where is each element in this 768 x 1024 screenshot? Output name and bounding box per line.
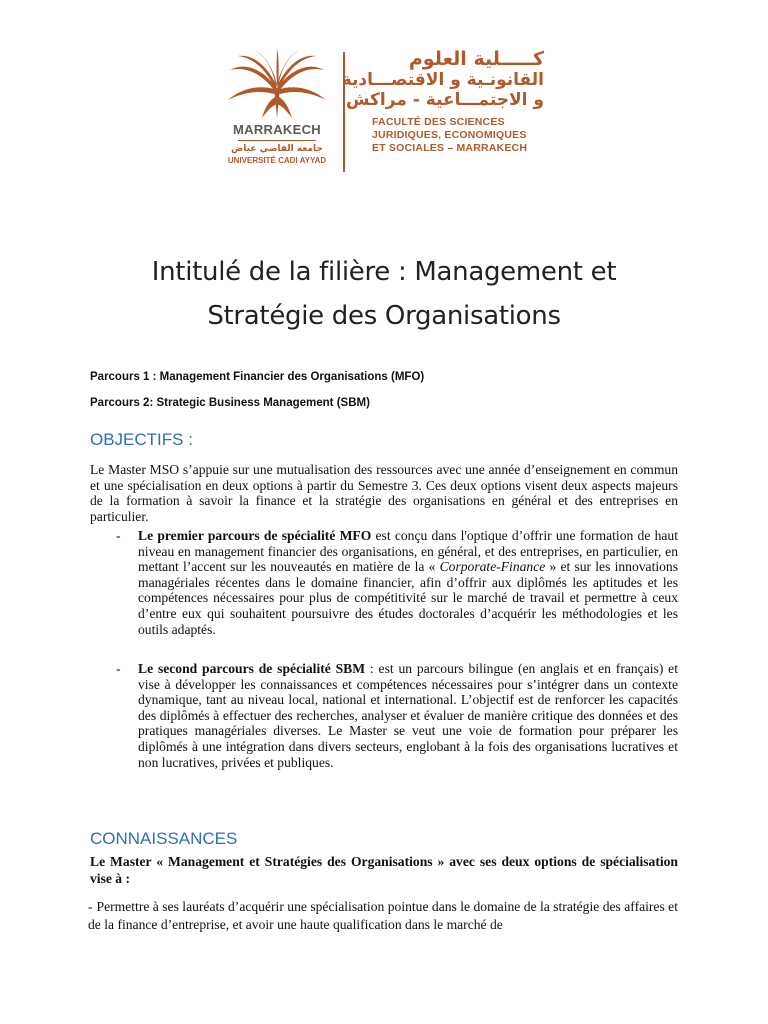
logo-text: [341, 48, 544, 178]
item-dash: -: [88, 899, 93, 914]
bullet-mfo-text-b: » et sur les innovations managériales récentes dans le domaine financier, afin d’offrir aux diplômés les aptitudes et les compétences nécessaires pour plus de compétitivité sur le marché de travail et permettre à ceux d’entre eux qui souhaitent poursuivre des études doctorales d’acquérir les méthodologies et les outils adaptés.: [138, 559, 679, 637]
logo-arabic-line-2: القانونـية و الاقتصـــادية: [341, 70, 544, 90]
title-line-2: Stratégie des Organisations: [207, 301, 561, 331]
bullet-dash: -: [116, 661, 121, 676]
logo-arabic-line-3: و الاجتمـــاعية - مراكش: [346, 90, 544, 110]
objectifs-bullet-sbm: [116, 661, 678, 770]
bullet-sbm-text: : est un parcours bilingue (en anglais et en français) et vise à développer les connaissances et compétences nécessaires pour s’intégrer dans un contexte dynamique, tant au niveau local, national et international. L’objectif est de renforcer les capacités des diplômés à effectuer des recherches, analyser et évaluer de manière critique des données et des pratiques managériales diverses. Le Master se veut une voie de formation pour préparer les diplômés à une intégration dans divers secteurs, englobant à la fois des organisations lucratives et non lucratives, privées et publiques.: [138, 661, 678, 770]
bullet-mfo-italic: Corporate-Finance: [439, 559, 546, 575]
bullet-mfo-text-a: est conçu dans l'optique d’offrir une formation de haut niveau en management financier des organisations, en général, et des entreprises, en particulier, en mettant l’accent sur les nouveautés en matière de la «: [138, 528, 678, 575]
logo-french-line-2: JURIDIQUES, ECONOMIQUES: [372, 129, 527, 141]
bullet-dash: -: [116, 528, 121, 543]
logo-french-line-3: ET SOCIALES – MARRAKECH: [372, 142, 528, 154]
palm-tree-icon: [222, 48, 332, 122]
title-line-1: Intitulé de la filière : Management et: [151, 257, 617, 287]
logo-french-line-1: FACULTÉ DES SCIENCES: [372, 116, 505, 128]
bullet-sbm-bold: Le second parcours de spécialité SBM: [138, 661, 366, 676]
connaissances-heading: CONNAISSANCES: [90, 829, 238, 848]
logo-university-arabic: جامعة القاضي عياض: [231, 144, 323, 154]
connaissances-item-1: [88, 898, 678, 934]
connaissances-item-1-text: Permettre à ses lauréats d’acquérir une spécialisation pointue dans le domaine de la stratégie des affaires et de la finance d’entreprise, et avoir une haute qualification dans le marché de: [88, 899, 678, 932]
logo-city: MARRAKECH: [233, 122, 321, 137]
parcours-2: Parcours 2: Strategic Business Management (SBM): [90, 397, 370, 409]
bullet-mfo-bold: Le premier parcours de spécialité MFO: [138, 528, 372, 543]
logo-arabic-line-1: كـــــلية العلوم: [408, 48, 544, 70]
parcours-1: Parcours 1 : Management Financier des Organisations (MFO): [90, 371, 425, 383]
logo-rule: [238, 140, 316, 141]
faculty-logo: [222, 48, 544, 178]
connaissances-intro: Le Master « Management et Stratégies des Organisations » avec ses deux options de spécialisation vise à :: [90, 854, 678, 886]
logo-emblem: [222, 48, 332, 178]
logo-university-french: UNIVERSITÉ CADI AYYAD: [227, 156, 327, 165]
objectifs-heading: OBJECTIFS :: [90, 430, 193, 449]
objectifs-intro: Le Master MSO s’appuie sur une mutualisation des ressources avec une année d’enseignement en commun et une spécialisation en deux options à partir du Semestre 3. Ces deux options visent deux aspects majeurs de la formation à savoir la finance et la stratégie des organisations en général et des entreprises en particulier.: [90, 462, 678, 524]
page-title: [60, 250, 708, 338]
objectifs-bullet-mfo: [116, 528, 679, 637]
